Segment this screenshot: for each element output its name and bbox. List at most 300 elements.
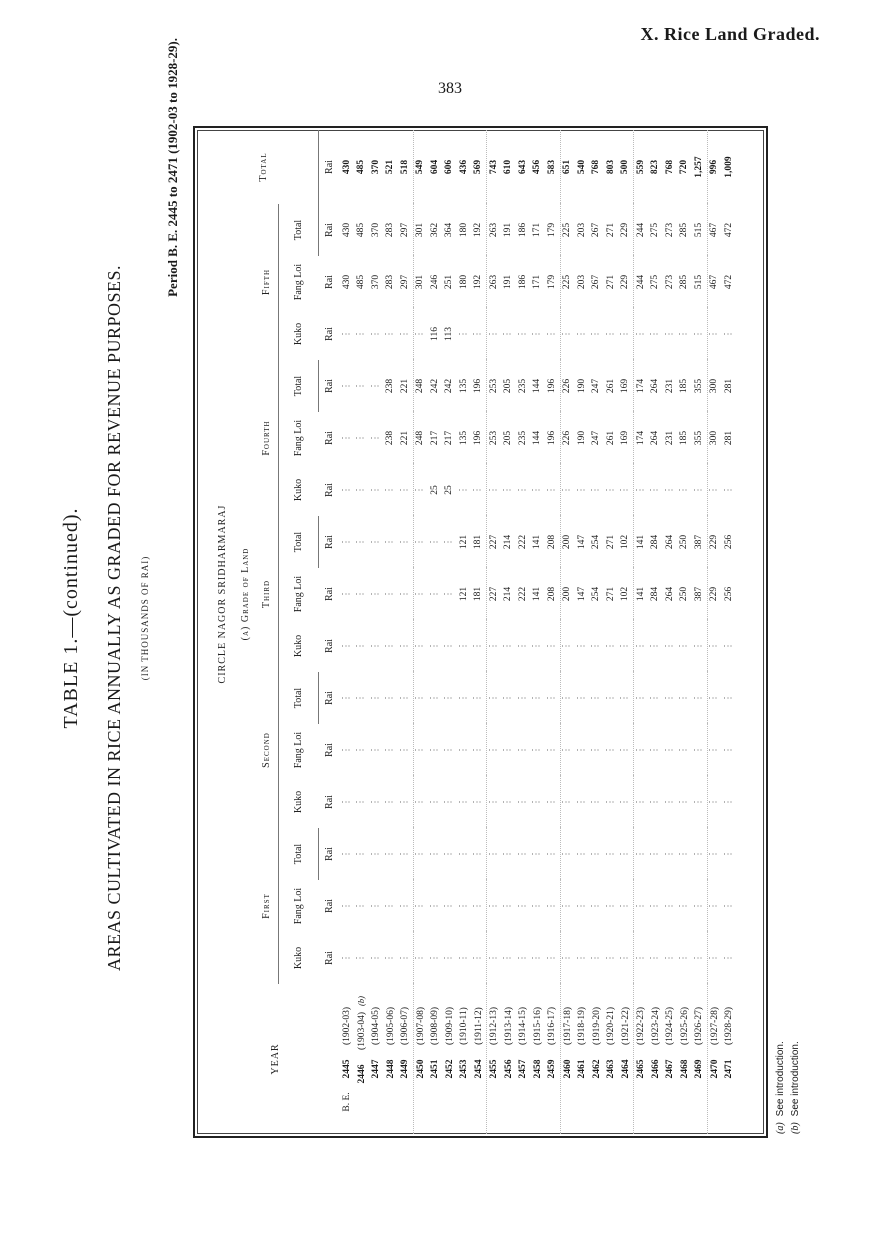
cell-third-total: 200 (562, 534, 572, 550)
cell-fourth-total: 190 (576, 378, 587, 394)
cell-fifth-fang: 485 (356, 274, 366, 290)
cell-third-total: 141 (532, 534, 542, 550)
footnote (775, 1041, 790, 1134)
cell-first-fang: ⋮ (679, 901, 689, 911)
cell-third-fang: 387 (692, 568, 707, 620)
cell-first-fang: ⋮ (356, 901, 366, 911)
cell-fourth-fang: 355 (692, 412, 707, 464)
cell-fourth-fang: 217 (429, 430, 440, 446)
cell-third-total: 222 (517, 534, 528, 550)
cell-second-fang: ⋮ (370, 745, 381, 755)
cell-third-fang: 141 (635, 586, 646, 602)
cell-fifth-kuko: ⋮ (398, 308, 413, 360)
cell-second-fang: ⋮ (709, 745, 719, 755)
ce-year: (1926-27) (694, 1007, 704, 1045)
cell-fourth-fang: 135 (458, 430, 469, 446)
cell-fourth-fang: 238 (385, 430, 395, 446)
cell-first-kuko: ⋮ (341, 953, 352, 963)
cell-third-kuko: ⋮ (679, 641, 689, 651)
cell-fifth-total: 364 (444, 222, 454, 238)
year-cell (340, 984, 355, 1134)
cell-grand-total: 823 (650, 159, 660, 175)
cell-third-kuko: ⋮ (709, 641, 719, 651)
cell-fifth-fang: 225 (562, 274, 572, 290)
sub-header-fourth-total: Total (278, 360, 318, 412)
cell-fourth-kuko: ⋮ (545, 464, 560, 516)
sub-header-first-total: Total (278, 828, 318, 880)
ce-year: (1921-22) (620, 1007, 631, 1045)
ce-year: (1923-24) (650, 1007, 661, 1045)
cell-fourth-total: 238 (385, 378, 395, 394)
cell-second-kuko: ⋮ (517, 797, 528, 807)
cell-fifth-fang: 472 (723, 274, 734, 290)
cell-grand-total: 720 (679, 159, 689, 175)
cell-fourth-total: 281 (723, 378, 734, 394)
year-cell (369, 984, 384, 1134)
cell-fourth-total: 135 (458, 378, 469, 394)
sub-header-third-kuko: Kuko (292, 634, 304, 658)
section-title: X. Rice Land Graded. (640, 24, 820, 44)
sub-header-row (278, 130, 318, 1134)
cell-second-fang: ⋮ (723, 745, 734, 755)
cell-fifth-total: 430 (341, 222, 352, 238)
be-year: 2454 (473, 1059, 484, 1079)
cell-fourth-kuko: ⋮ (635, 485, 646, 495)
cell-second-kuko: ⋮ (562, 797, 572, 807)
cell-third-total: 256 (723, 534, 734, 550)
table-period: Period B. E. 2445 to 2471 (1902-03 to 1928-29). (165, 38, 180, 297)
year-header: YEAR (269, 1043, 281, 1075)
be-year: 2458 (532, 1059, 543, 1079)
cell-fifth-total: 472 (723, 222, 734, 238)
cell-third-total: ⋮ (370, 537, 381, 547)
year-cell (575, 984, 590, 1134)
year-cell (634, 984, 649, 1134)
cell-fourth-fang: 226 (562, 430, 572, 446)
be-year: 2464 (620, 1059, 631, 1079)
cell-grand-total: 456 (532, 159, 542, 175)
cell-second-kuko: ⋮ (605, 797, 616, 807)
table-row (649, 130, 664, 1134)
cell-third-total: 214 (503, 534, 513, 550)
cell-fifth-fang: 186 (517, 274, 528, 290)
year-cell (457, 984, 472, 1134)
be-year: 2470 (709, 1059, 720, 1079)
table-row (663, 130, 678, 1134)
cell-first-total: ⋮ (517, 849, 528, 859)
cell-first-total: ⋮ (723, 849, 734, 859)
cell-fifth-total: 485 (356, 222, 366, 238)
cell-first-fang: ⋮ (385, 901, 395, 911)
table-row (634, 130, 649, 1134)
cell-second-fang: ⋮ (635, 745, 646, 755)
cell-first-fang: ⋮ (370, 901, 381, 911)
cell-fifth-total: 186 (517, 222, 528, 238)
cell-second-fang: ⋮ (650, 745, 660, 755)
cell-first-kuko: ⋮ (385, 953, 395, 963)
cell-grand-total: 569 (472, 130, 487, 204)
cell-fifth-total: 297 (398, 204, 413, 256)
cell-third-fang: 102 (619, 568, 634, 620)
cell-first-fang: ⋮ (591, 901, 601, 911)
cell-fifth-fang: 191 (503, 274, 513, 290)
cell-fifth-kuko: ⋮ (679, 329, 689, 339)
cell-grand-total: 521 (385, 159, 395, 175)
footnote-marker: (a) (775, 1122, 786, 1134)
unit-label: Rai (323, 795, 335, 809)
cell-fourth-total: 242 (444, 378, 454, 394)
cell-fourth-kuko: ⋮ (398, 464, 413, 516)
year-cell (384, 984, 399, 1134)
group-header-fourth: Fourth (256, 360, 278, 516)
table-row (428, 130, 443, 1134)
be-year: 2447 (371, 1059, 381, 1079)
ce-year: (1918-19) (577, 1007, 587, 1045)
cell-second-fang: ⋮ (619, 724, 634, 776)
cell-first-fang: ⋮ (545, 880, 560, 932)
cell-third-total: 229 (709, 534, 719, 550)
sub-header-fifth-fang-loi: Fang Loi (292, 263, 304, 301)
cell-fifth-kuko: ⋮ (472, 308, 487, 360)
cell-third-total: 250 (679, 534, 689, 550)
cell-third-kuko: ⋮ (532, 641, 542, 651)
cell-fifth-fang: 246 (429, 274, 440, 290)
cell-third-fang: 214 (503, 586, 513, 602)
year-cell (413, 984, 428, 1134)
unit-label: Rai (323, 743, 335, 757)
year-cell (545, 984, 560, 1134)
cell-fourth-fang: 217 (444, 430, 454, 446)
ce-year: (1906-07) (400, 1007, 410, 1045)
cell-fourth-total: 248 (415, 378, 425, 394)
cell-third-fang: 141 (532, 586, 542, 602)
cell-fifth-fang: 467 (709, 274, 719, 290)
cell-fourth-kuko: ⋮ (679, 485, 689, 495)
cell-fifth-fang: 275 (650, 274, 660, 290)
unit-label: Rai (323, 275, 335, 289)
cell-fifth-kuko: ⋮ (503, 329, 513, 339)
cell-fourth-total: 355 (692, 360, 707, 412)
cell-fifth-kuko: ⋮ (415, 329, 425, 339)
cell-fourth-total: ⋮ (356, 381, 366, 391)
cell-third-fang: 227 (488, 586, 499, 602)
cell-first-total: ⋮ (458, 849, 469, 859)
cell-first-fang: ⋮ (650, 901, 660, 911)
cell-fourth-fang: 264 (650, 430, 660, 446)
cell-third-kuko: ⋮ (398, 620, 413, 672)
cell-fourth-fang: 281 (723, 430, 734, 446)
cell-first-kuko: ⋮ (532, 953, 542, 963)
table-row (516, 130, 531, 1134)
table-units: (IN THOUSANDS OF RAI) (140, 555, 150, 681)
cell-fifth-kuko: ⋮ (488, 329, 499, 339)
sub-header-second-kuko: Kuko (292, 790, 304, 814)
cell-fifth-kuko: 113 (444, 327, 454, 341)
cell-fourth-total: 261 (605, 378, 616, 394)
cell-fifth-fang: 283 (385, 274, 395, 290)
cell-fourth-fang: 174 (635, 430, 646, 446)
cell-first-kuko: ⋮ (429, 953, 440, 963)
cell-first-total: ⋮ (503, 849, 513, 859)
year-cell (590, 984, 605, 1134)
cell-fourth-kuko: ⋮ (415, 485, 425, 495)
be-year: 2462 (591, 1059, 602, 1079)
cell-fourth-kuko: 25 (444, 485, 454, 495)
table-row (531, 130, 546, 1134)
cell-fourth-kuko: ⋮ (605, 485, 616, 495)
cell-third-fang: 222 (517, 586, 528, 602)
table-row (384, 130, 399, 1134)
cell-second-total: ⋮ (619, 672, 634, 724)
cell-second-kuko: ⋮ (341, 797, 352, 807)
cell-second-kuko: ⋮ (356, 797, 366, 807)
table-row (692, 130, 707, 1134)
table-row (369, 130, 384, 1134)
cell-third-fang: ⋮ (341, 589, 352, 599)
cell-fourth-fang: 300 (709, 430, 719, 446)
cell-first-kuko: ⋮ (709, 953, 719, 963)
cell-second-fang: ⋮ (444, 745, 454, 755)
unit-label: Rai (323, 639, 335, 653)
cell-fourth-total: 253 (488, 378, 499, 394)
ce-year: (1912-13) (489, 1007, 499, 1045)
unit-label: Rai (323, 587, 335, 601)
cell-fourth-kuko: ⋮ (664, 485, 675, 495)
be-year: 2459 (547, 1059, 557, 1079)
cell-fifth-fang: 297 (398, 256, 413, 308)
year-cell (619, 984, 634, 1134)
cell-second-total: ⋮ (472, 672, 487, 724)
cell-fifth-total: 203 (576, 222, 587, 238)
cell-fifth-kuko: 116 (429, 327, 440, 341)
cell-fourth-total: 221 (398, 360, 413, 412)
cell-first-fang: ⋮ (635, 901, 646, 911)
cell-second-fang: ⋮ (385, 745, 395, 755)
cell-third-fang: 256 (723, 586, 734, 602)
cell-third-fang: ⋮ (356, 589, 366, 599)
cell-fourth-kuko: ⋮ (458, 485, 469, 495)
cell-first-total: ⋮ (692, 828, 707, 880)
cell-first-total: ⋮ (562, 849, 572, 859)
sub-header-third-fang-loi: Fang Loi (292, 575, 304, 613)
cell-first-total: ⋮ (635, 849, 646, 859)
cell-first-kuko: ⋮ (458, 953, 469, 963)
cell-third-total: 147 (576, 534, 587, 550)
ce-year: (1924-25) (665, 1007, 675, 1045)
grand-total-header: Total (210, 130, 318, 204)
cell-fourth-total: 264 (650, 378, 660, 394)
cell-first-fang: ⋮ (619, 880, 634, 932)
cell-third-total: 141 (635, 534, 646, 550)
footnote-marker: (b) (790, 1122, 801, 1134)
unit-label: Rai (323, 223, 335, 237)
cell-fifth-total: 362 (429, 222, 440, 238)
cell-fourth-fang: ⋮ (356, 433, 366, 443)
table-row (502, 130, 517, 1134)
cell-third-kuko: ⋮ (472, 620, 487, 672)
cell-third-kuko: ⋮ (692, 620, 707, 672)
group-header-fifth: Fifth (256, 204, 278, 360)
footnotes (775, 1041, 805, 1134)
cell-third-kuko: ⋮ (503, 641, 513, 651)
cell-third-total: ⋮ (341, 537, 352, 547)
cell-first-total: ⋮ (398, 828, 413, 880)
cell-fourth-fang: 190 (576, 430, 587, 446)
cell-third-total: ⋮ (415, 537, 425, 547)
cell-third-kuko: ⋮ (356, 641, 366, 651)
ce-year: (1907-08) (415, 1007, 426, 1045)
sub-header-first-kuko: Kuko (292, 946, 304, 970)
cell-fourth-total: 144 (532, 378, 542, 394)
cell-fourth-total: 247 (591, 378, 601, 394)
table-row (413, 130, 428, 1134)
cell-second-fang: ⋮ (532, 745, 542, 755)
cell-grand-total: 604 (429, 159, 440, 175)
cell-second-total: ⋮ (650, 693, 660, 703)
cell-second-total: ⋮ (591, 693, 601, 703)
cell-fourth-kuko: ⋮ (517, 485, 528, 495)
cell-fourth-fang: 221 (398, 412, 413, 464)
sub-header-second-total: Total (278, 672, 318, 724)
cell-second-total: ⋮ (545, 672, 560, 724)
cell-third-total: 271 (605, 534, 616, 550)
cell-fifth-kuko: ⋮ (576, 329, 587, 339)
cell-first-kuko: ⋮ (472, 932, 487, 984)
be-year: 2461 (577, 1059, 587, 1079)
cell-grand-total: 518 (398, 130, 413, 204)
cell-first-fang: ⋮ (664, 901, 675, 911)
unit-label: Rai (323, 160, 335, 174)
ce-year: (1920-21) (606, 1007, 616, 1045)
cell-fifth-fang: 285 (679, 274, 689, 290)
cell-grand-total: 485 (356, 159, 366, 175)
cell-fifth-total: 171 (532, 222, 542, 238)
cell-third-kuko: ⋮ (370, 641, 381, 651)
cell-third-fang: ⋮ (444, 589, 454, 599)
group-header-second: Second (256, 672, 278, 828)
cell-third-kuko: ⋮ (562, 641, 572, 651)
table-row (398, 130, 413, 1134)
cell-first-fang: ⋮ (709, 901, 719, 911)
cell-third-kuko: ⋮ (545, 620, 560, 672)
sub-header-third-total: Total (278, 516, 318, 568)
unit-label: Rai (323, 327, 335, 341)
cell-fifth-fang: 244 (635, 274, 646, 290)
cell-second-total: ⋮ (444, 693, 454, 703)
table-row (678, 130, 693, 1134)
year-cell (722, 984, 737, 1134)
ce-year: (1909-10) (444, 1007, 455, 1045)
unit-label: Rai (323, 483, 335, 497)
ce-year: (1919-20) (591, 1007, 602, 1045)
cell-grand-total: 583 (545, 130, 560, 204)
cell-fifth-kuko: ⋮ (650, 329, 660, 339)
cell-second-total: ⋮ (635, 693, 646, 703)
unit-label: Rai (323, 847, 335, 861)
table-row (707, 130, 722, 1134)
cell-fourth-kuko: ⋮ (723, 485, 734, 495)
cell-fifth-kuko: ⋮ (605, 329, 616, 339)
cell-first-total: ⋮ (488, 849, 499, 859)
cell-third-fang: ⋮ (385, 589, 395, 599)
unit-label: Rai (323, 431, 335, 445)
cell-fourth-fang: 185 (679, 430, 689, 446)
cell-fifth-kuko: ⋮ (723, 329, 734, 339)
cell-grand-total: 651 (562, 159, 572, 175)
cell-fifth-fang: 203 (576, 274, 587, 290)
cell-fifth-fang: 171 (532, 274, 542, 290)
cell-second-total: ⋮ (385, 693, 395, 703)
cell-third-total: 121 (458, 534, 469, 550)
cell-second-fang: ⋮ (545, 724, 560, 776)
cell-first-total: ⋮ (709, 849, 719, 859)
cell-first-total: ⋮ (415, 849, 425, 859)
table-title: TABLE 1.—(continued). (60, 507, 82, 729)
cell-first-kuko: ⋮ (398, 932, 413, 984)
cell-second-total: ⋮ (415, 693, 425, 703)
unit-label: Rai (323, 691, 335, 705)
cell-third-fang: 181 (472, 568, 487, 620)
cell-second-fang: ⋮ (356, 745, 366, 755)
table-row (472, 130, 487, 1134)
cell-fifth-total: 283 (385, 222, 395, 238)
cell-second-fang: ⋮ (429, 745, 440, 755)
cell-fifth-fang: 251 (444, 274, 454, 290)
cell-first-total: ⋮ (444, 849, 454, 859)
cell-fifth-fang: 273 (664, 274, 675, 290)
cell-third-fang: 284 (650, 586, 660, 602)
cell-grand-total: 430 (341, 159, 352, 175)
cell-second-kuko: ⋮ (545, 776, 560, 828)
cell-fifth-total: 192 (472, 204, 487, 256)
year-cell (428, 984, 443, 1134)
be-year: 2451 (430, 1059, 440, 1079)
cell-third-total: 254 (591, 534, 601, 550)
cell-second-kuko: ⋮ (398, 776, 413, 828)
cell-fifth-fang: 180 (458, 274, 469, 290)
year-cell (678, 984, 693, 1134)
cell-fifth-kuko: ⋮ (385, 329, 395, 339)
cell-fifth-total: 467 (709, 222, 719, 238)
cell-fourth-fang: 196 (472, 412, 487, 464)
year-cell (663, 984, 678, 1134)
ce-year: (1902-03) (342, 1007, 352, 1045)
cell-fifth-kuko: ⋮ (356, 329, 366, 339)
ce-year: (1908-09) (430, 1007, 440, 1045)
be-year: 2466 (650, 1059, 661, 1079)
cell-second-total: ⋮ (341, 693, 352, 703)
cell-fifth-fang: 515 (692, 256, 707, 308)
group-header-first: First (256, 828, 278, 984)
cell-fourth-fang: 248 (415, 430, 425, 446)
cell-fourth-total: 196 (472, 360, 487, 412)
year-cell (355, 984, 370, 1134)
ce-year: (1917-18) (562, 1007, 573, 1045)
cell-first-fang: ⋮ (444, 901, 454, 911)
cell-fifth-total: 244 (635, 222, 646, 238)
cell-fourth-kuko: ⋮ (576, 485, 587, 495)
cell-grand-total: 768 (591, 159, 601, 175)
cell-third-kuko: ⋮ (650, 641, 660, 651)
ce-year: (1903-04) (356, 1011, 367, 1050)
cell-fourth-kuko: ⋮ (370, 485, 381, 495)
table-row (560, 130, 575, 1134)
cell-fourth-fang: 247 (591, 430, 601, 446)
cell-second-total: ⋮ (562, 693, 572, 703)
cell-second-kuko: ⋮ (723, 797, 734, 807)
year-cell (604, 984, 619, 1134)
cell-first-total: ⋮ (576, 849, 587, 859)
